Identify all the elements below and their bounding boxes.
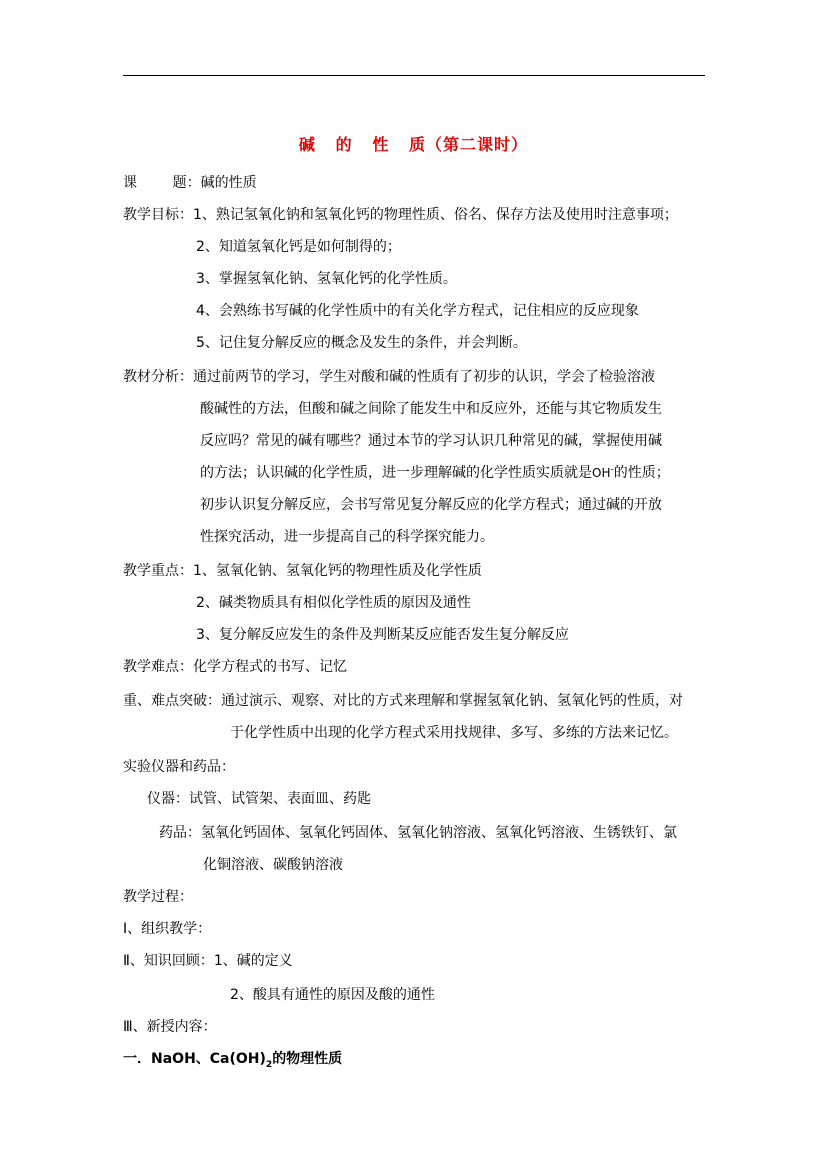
materials-label: 实验仪器和药品： <box>123 759 235 775</box>
subscript: 2 <box>265 1059 273 1070</box>
key-point-item: 3、复分解反应发生的条件及判断某反应能否发生复分解反应 <box>196 627 569 643</box>
breakthrough-label: 重、难点突破： <box>123 693 221 709</box>
key-point-item: 2、碱类物质具有相似化学性质的原因及通性 <box>196 595 471 611</box>
analysis-text: 反应吗？常见的碱有哪些？通过本节的学习认识几种常见的碱，掌握使用碱 <box>200 433 662 449</box>
ion-charge: - <box>610 464 614 475</box>
step-2-label: Ⅱ、知识回顾： <box>123 953 214 969</box>
process-step-2 <box>123 952 293 970</box>
process-step-1: Ⅰ、组织教学： <box>123 921 212 937</box>
subject-line <box>123 174 257 192</box>
process-step-3: Ⅲ、新授内容： <box>123 1019 217 1035</box>
step-2-item: 2、酸具有通性的原因及酸的通性 <box>230 987 435 1003</box>
step-2-item: 1、碱的定义 <box>213 953 293 969</box>
key-point-item: 1、氢氧化钠、氢氧化钙的物理性质及化学性质 <box>193 563 482 579</box>
key-points-line-1 <box>123 562 482 580</box>
key-points-label: 教学重点： <box>123 563 193 579</box>
hydroxide-ion: OH- <box>592 464 614 480</box>
analysis-label: 教材分析： <box>123 369 193 385</box>
objective-item: 2、知道氢氧化钙是如何制得的； <box>196 239 401 255</box>
breakthrough-line-1 <box>123 692 683 710</box>
drugs-text: 药品：氢氧化钙固体、氢氧化钙固体、氢氧化钠溶液、氢氧化钙溶液、生锈铁钉、氯 <box>159 825 677 841</box>
objective-item: 3、掌握氢氧化钠、氢氧化钙的化学性质。 <box>196 271 457 287</box>
difficulty-label: 教学难点： <box>123 659 193 675</box>
objectives-line-1 <box>123 206 678 224</box>
analysis-text: 的性质； <box>613 465 670 481</box>
subject-text: 碱的性质 <box>200 175 257 191</box>
analysis-text: 性探究活动，进一步提高自己的科学探究能力。 <box>200 529 494 545</box>
breakthrough-text: 于化学性质中出现的化学方程式采用找规律、多写、多练的方法来记忆。 <box>230 725 678 741</box>
objective-item: 4、会熟练书写碱的化学性质中的有关化学方程式，记住相应的反应现象 <box>196 303 639 319</box>
analysis-text: 酸碱性的方法，但酸和碱之间除了能发生中和反应外，还能与其它物质发生 <box>200 401 662 417</box>
analysis-text: 通过前两节的学习，学生对酸和碱的性质有了初步的认识，学会了检验溶液 <box>193 369 655 385</box>
analysis-line-4 <box>200 464 670 482</box>
analysis-line-1 <box>123 368 655 386</box>
subject-label: 课 题： <box>123 175 201 191</box>
objective-item: 1、熟记氢氧化钠和氢氧化钙的物理性质、俗名、保存方法及使用时注意事项； <box>193 207 678 223</box>
section-heading: 一．NaOH、$Ca(OH)_2$的物理性质 <box>123 1051 343 1070</box>
difficulty-text: 化学方程式的书写、记忆 <box>193 659 347 675</box>
objectives-label: 教学目标： <box>123 207 193 223</box>
drugs-text: 化铜溶液、碳酸钠溶液 <box>203 857 343 873</box>
header-rule <box>123 75 705 76</box>
breakthrough-text: 通过演示、观察、对比的方式来理解和掌握氢氧化钠、氢氧化钙的性质，对 <box>221 693 683 709</box>
analysis-text: 初步认识复分解反应，会书写常见复分解反应的化学方程式；通过碱的开放 <box>200 497 662 513</box>
difficulty-line <box>123 658 347 676</box>
objective-item: 5、记住复分解反应的概念及发生的条件，并会判断。 <box>196 335 527 351</box>
instruments-text: 仪器：试管、试管架、表面皿、药匙 <box>147 791 371 807</box>
analysis-text: 的方法；认识碱的化学性质，进一步理解碱的化学性质实质就是 <box>200 465 592 481</box>
process-label: 教学过程： <box>123 889 193 905</box>
page-title: 碱 的 性 质（第二课时） <box>298 135 529 154</box>
